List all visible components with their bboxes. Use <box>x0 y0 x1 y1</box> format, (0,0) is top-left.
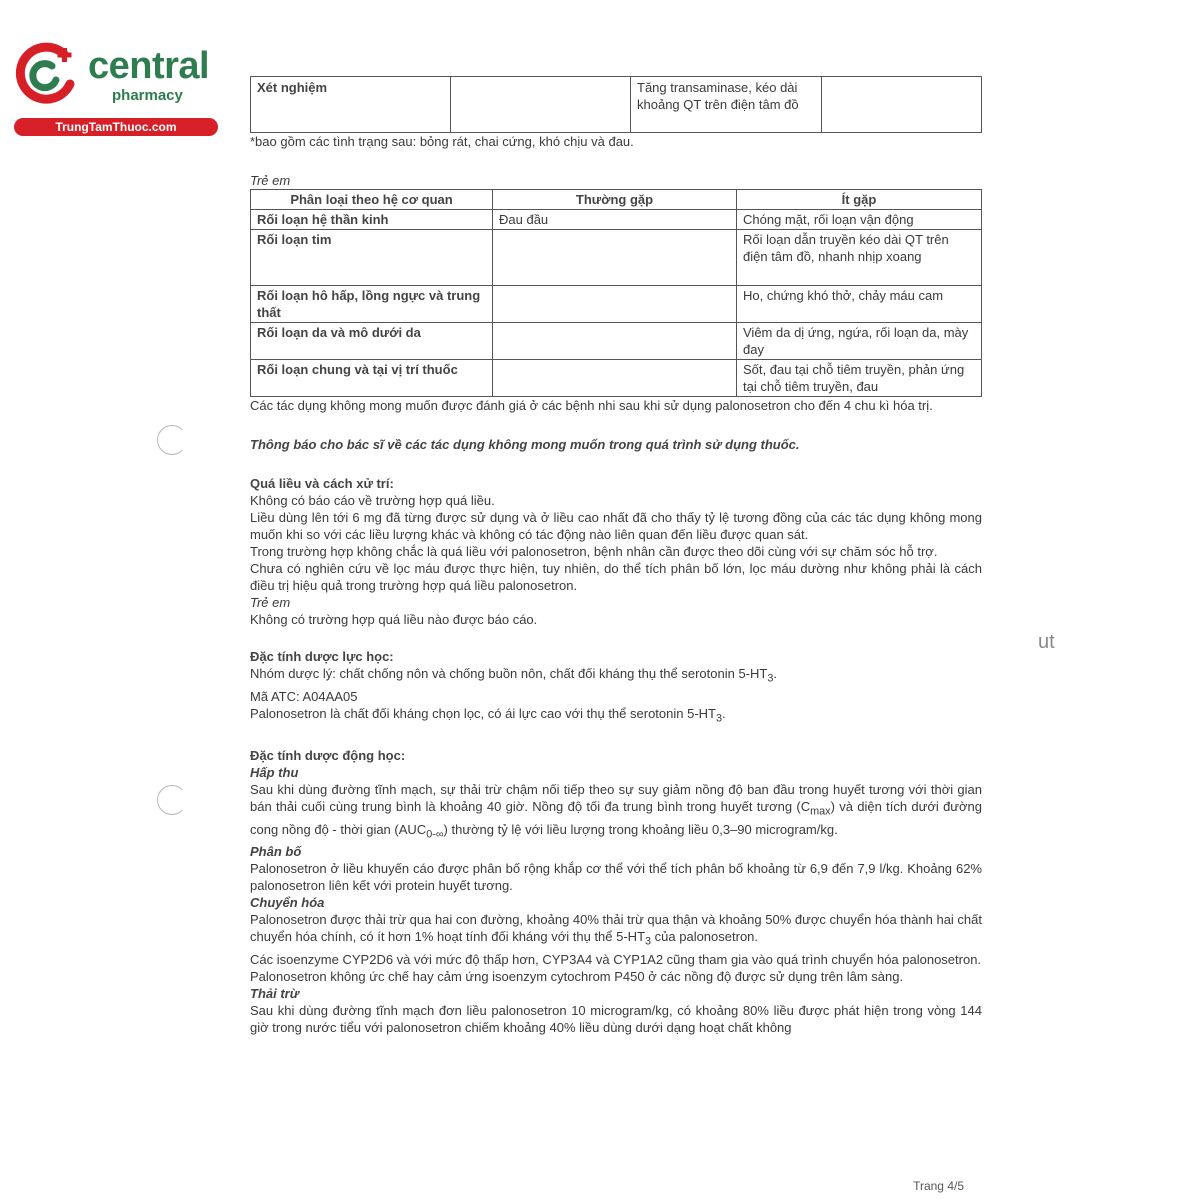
table-cell-category: Rối loạn hệ thần kinh <box>251 210 493 230</box>
table-header: Phân loại theo hệ cơ quan <box>251 190 493 210</box>
table-header: Thường gặp <box>493 190 737 210</box>
brand-logo <box>10 38 220 138</box>
table-cell-category: Rối loạn tim <box>251 230 493 286</box>
absorption-title: Hấp thu <box>250 765 299 781</box>
table-row <box>251 286 982 323</box>
pharmacodynamics-desc: Palonosetron là chất đối kháng chọn lọc, có ái lực cao với thụ thể serotonin $5-HT_3$. <box>250 705 726 725</box>
table-cell <box>822 77 982 133</box>
table-cell <box>493 323 737 360</box>
table-cell <box>493 230 737 286</box>
table-row <box>251 360 982 397</box>
table-cell <box>493 286 737 323</box>
table-cell: Viêm da dị ứng, ngứa, rối loạn da, mày đay <box>737 323 982 360</box>
table-cell: Rối loạn dẫn truyền kéo dài QT trên điện tâm đồ, nhanh nhịp xoang <box>737 230 982 286</box>
margin-mark: ut <box>1038 631 1055 653</box>
document-page <box>250 76 982 1036</box>
pharmacokinetics-title: Đặc tính dược động học: <box>250 748 406 764</box>
distribution-text: Palonosetron ở liều khuyến cáo được phân bố rộng khắp cơ thể với thể tích phân bố khoảng từ 6,9 đến 7,9 l/kg. Khoảng 62% palonosetron liên kết với protein huyết tương. <box>250 861 982 894</box>
table-cell: Ho, chứng khó thở, chảy máu cam <box>737 286 982 323</box>
atc-code: Mã ATC: A04AA05 <box>250 688 358 704</box>
table-cell: Tăng transaminase, kéo dài khoảng QT trên điện tâm đồ <box>631 77 822 133</box>
table-row <box>251 230 982 286</box>
table-cell <box>451 77 631 133</box>
metabolism-title: Chuyển hóa <box>250 895 325 911</box>
children-section-title: Trẻ em <box>250 173 291 188</box>
overdose-title: Quá liều và cách xử trí: <box>250 476 394 491</box>
table-cell-category: Rối loạn da và mô dưới da <box>251 323 493 360</box>
overdose-paragraph: Không có trường hợp quá liều nào được báo cáo. <box>250 612 538 627</box>
table-cell-category: Rối loạn hô hấp, lồng ngực và trung thất <box>251 286 493 323</box>
overdose-paragraph: Trong trường hợp không chắc là quá liều với palonosetron, bệnh nhân cần được theo dõi cùng với sự chăm sóc hỗ trợ. <box>250 544 938 559</box>
page-number: Trang 4/5 <box>913 1179 964 1193</box>
footnote: *bao gồm các tình trạng sau: bỏng rát, chai cứng, khó chịu và đau. <box>250 134 634 149</box>
overdose-paragraph: Không có báo cáo về trường hợp quá liều. <box>250 493 495 508</box>
distribution-title: Phân bố <box>250 844 302 860</box>
table-cell <box>493 360 737 397</box>
metabolism-text: Palonosetron được thải trừ qua hai con đường, khoảng 40% thải trừ qua thận và khoảng 50% được chuyển hóa thành hai chất chuyển hóa chính, có ít hơn 1% hoạt tính đối kháng với thụ thể $5-HT_3$ của palonosetron. <box>250 912 982 948</box>
brand-url-banner: TrungTamThuoc.com <box>14 118 218 136</box>
table-row <box>251 77 982 133</box>
brand-name: central <box>88 45 210 87</box>
table-cell-category: Xét nghiệm <box>251 77 451 133</box>
absorption-text: Sau khi dùng đường tĩnh mạch, sự thải trừ chậm nối tiếp theo sự suy giảm nồng độ ban đầu trong huyết tương với thời gian bán thải cuối cùng trung bình là khoảng 40 giờ. Nồng độ tối đa trung bình trong huyết tương $(C_{max})$ và diện tích dưới đường cong nồng độ - thời gian $(AUC_{0-\infty})$ thường tỷ lệ với liều lượng trong khoảng liều 0,3–90 microgram/kg. <box>250 782 982 841</box>
excretion-title: Thải trừ <box>250 985 300 1001</box>
table-cell-category: Rối loạn chung và tại vị trí thuốc <box>251 360 493 397</box>
central-pharmacy-logo-icon <box>12 40 78 106</box>
notice-text: Thông báo cho bác sĩ về các tác dụng không mong muốn trong quá trình sử dụng thuốc. <box>250 437 800 452</box>
metabolism-text: Các isoenzyme CYP2D6 và với mức độ thấp hơn, CYP3A4 và CYP1A2 cũng tham gia vào quá trình chuyển hóa palonosetron. <box>250 951 982 967</box>
table-header: Ít gặp <box>737 190 982 210</box>
table-row <box>251 323 982 360</box>
excretion-text: Sau khi dùng đường tĩnh mạch đơn liều palonosetron 10 microgram/kg, có khoảng 80% liều được phát hiện trong vòng 144 giờ trong nước tiểu với palonosetron chiếm khoảng 40% liều dùng dưới dạng hoạt chất không <box>250 1002 982 1035</box>
table-header-row <box>251 190 982 210</box>
table-row <box>251 210 982 230</box>
overdose-paragraph: Liều dùng lên tới 6 mg đã từng được sử dụng và ở liều cao nhất đã cho thấy tỷ lệ tương đồng của các tác dụng không mong muốn khi so với các liều lượng khác và không có tác động nào liên quan đến liều được quan sát. <box>250 510 982 542</box>
brand-subtitle: pharmacy <box>112 87 183 104</box>
table-cell: Sốt, đau tại chỗ tiêm truyền, phản ứng tại chỗ tiêm truyền, đau <box>737 360 982 397</box>
overdose-paragraph: Chưa có nghiên cứu về lọc máu được thực hiện, tuy nhiên, do thể tích phân bố lớn, lọc máu dường như không phải là cách điều trị hiệu quả trong trường hợp quá liều palonosetron. <box>250 561 982 593</box>
children-adverse-effects-table <box>250 189 982 397</box>
punch-hole-top <box>157 425 187 455</box>
pharmacodynamics-title: Đặc tính dược lực học: <box>250 649 394 664</box>
table-cell: Chóng mặt, rối loạn vận động <box>737 210 982 230</box>
punch-hole-bottom <box>157 785 187 815</box>
adverse-effects-table-continuation <box>250 76 982 133</box>
children-note: Các tác dụng không mong muốn được đánh giá ở các bệnh nhi sau khi sử dụng palonosetron cho đến 4 chu kì hóa trị. <box>250 398 933 413</box>
metabolism-text: Palonosetron không ức chế hay cảm ứng isoenzym cytochrom P450 ở các nồng độ được sử dụng trên lâm sàng. <box>250 968 904 984</box>
table-cell: Đau đầu <box>493 210 737 230</box>
pharmacodynamics-group: Nhóm dược lý: chất chống nôn và chống buồn nôn, chất đối kháng thụ thể serotonin $5-HT_3$. <box>250 666 777 685</box>
overdose-children-label: Trẻ em <box>250 595 291 610</box>
